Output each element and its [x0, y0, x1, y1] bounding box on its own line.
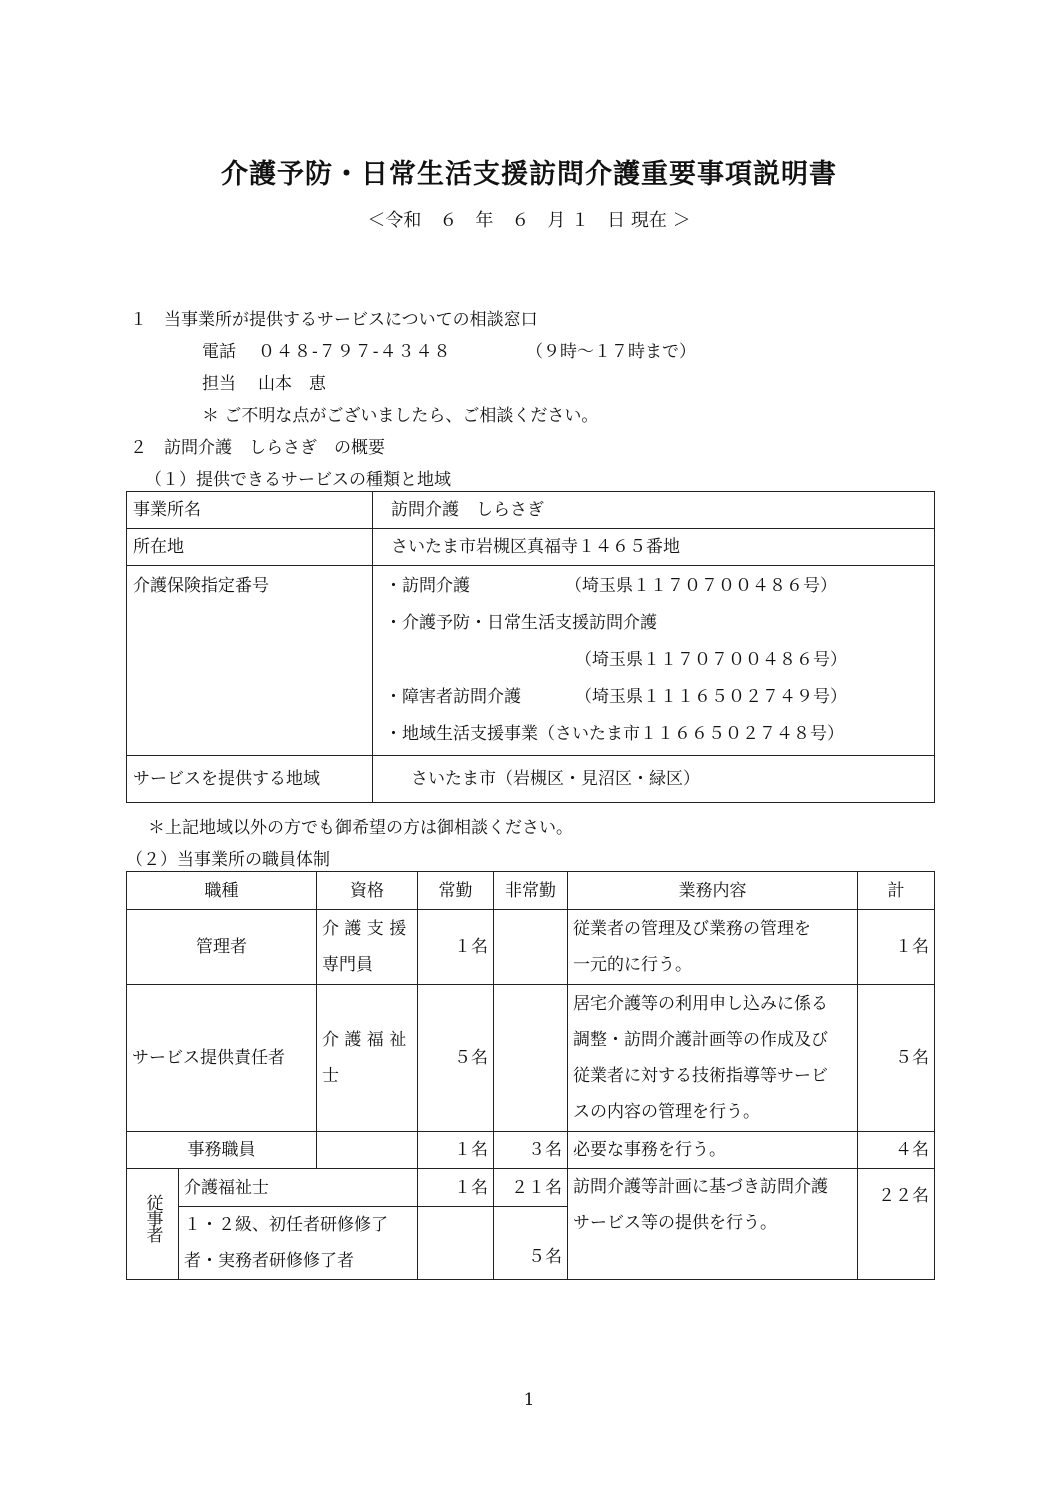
role-provider: サービス提供責任者	[127, 985, 317, 1132]
area-note: ＊上記地域以外の方でも御希望の方は御相談ください。	[148, 818, 573, 838]
service-info-table	[126, 491, 935, 803]
total-provider: ５名	[858, 985, 935, 1132]
office-name-label: 事業所名	[127, 492, 373, 529]
header-duties: 業務内容	[568, 872, 858, 910]
part-time-provider	[494, 985, 568, 1132]
full-time-manager: １名	[418, 910, 494, 985]
role-worker-care: 介護福祉士	[179, 1169, 418, 1207]
header-part-time: 非常勤	[494, 872, 568, 910]
section2-sub1: （１）提供できるサービスの種類と地域	[145, 470, 451, 490]
total-manager: １名	[858, 910, 935, 985]
phone-hours: （９時～１７時まで）	[526, 342, 696, 362]
staff-table	[126, 871, 935, 1280]
header-role: 職種	[127, 872, 317, 910]
duties-worker: 訪問介護等計画に基づき訪問介護 サービス等の提供を行う。	[568, 1169, 858, 1280]
header-total: 計	[858, 872, 935, 910]
total-worker: ２２名	[858, 1169, 935, 1280]
phone-number: ０４８-７９７-４３４８	[258, 342, 452, 362]
part-time-office: ３名	[494, 1132, 568, 1169]
header-full-time: 常勤	[418, 872, 494, 910]
full-time-worker-care: １名	[418, 1169, 494, 1207]
role-manager: 管理者	[127, 910, 317, 985]
section1-note: ＊ ご不明な点がございましたら、ご相談ください。	[202, 406, 599, 426]
duties-provider: 居宅介護等の利用申し込みに係る 調整・訪問介護計画等の作成及び 従業者に対する技術指導等サービ スの内容の管理を行う。	[568, 985, 858, 1132]
full-time-office: １名	[418, 1132, 494, 1169]
table-header-row	[127, 872, 935, 910]
service-area-value: さいたま市（岩槻区・見沼区・緑区）	[373, 756, 935, 803]
table-row	[127, 1132, 935, 1169]
document-title: 介護予防・日常生活支援訪問介護重要事項説明書	[221, 159, 837, 190]
role-worker-trained: １・２級、初任者研修修了 者・実務者研修修了者	[179, 1207, 418, 1280]
designation-line: ・障害者訪問介護 （埼玉県１１１６５０２７４９号）	[385, 687, 847, 707]
designation-label: 介護保険指定番号	[127, 566, 373, 756]
table-row	[127, 756, 935, 803]
table-row	[127, 985, 935, 1132]
contact-label: 担当	[202, 374, 236, 394]
worker-group-label: 従事者	[127, 1169, 179, 1280]
duties-manager: 従業者の管理及び業務の管理を 一元的に行う。	[568, 910, 858, 985]
designation-line: ・訪問介護 （埼玉県１１７０７００４８６号）	[385, 576, 837, 596]
part-time-worker-care: ２１名	[494, 1169, 568, 1207]
part-time-worker-trained: ５名	[494, 1207, 568, 1280]
section2-heading: ２ 訪問介護 しらさぎ の概要	[130, 438, 385, 458]
contact-name: 山本 恵	[258, 374, 326, 394]
office-name-value: 訪問介護 しらさぎ	[373, 492, 935, 529]
table-row	[127, 566, 935, 756]
full-time-provider: ５名	[418, 985, 494, 1132]
designation-line: ・地域生活支援事業（さいたま市１１６６５０２７４８号）	[385, 724, 844, 744]
qualification-office	[317, 1132, 418, 1169]
total-office: ４名	[858, 1132, 935, 1169]
table-row	[127, 529, 935, 566]
table-row	[127, 910, 935, 985]
designation-list	[373, 566, 935, 756]
address-label: 所在地	[127, 529, 373, 566]
designation-line: （埼玉県１１７０７００４８６号）	[575, 650, 847, 670]
section1-heading: １ 当事業所が提供するサービスについての相談窓口	[130, 310, 538, 330]
role-office: 事務職員	[127, 1132, 317, 1169]
duties-office: 必要な事務を行う。	[568, 1132, 858, 1169]
designation-line: ・介護予防・日常生活支援訪問介護	[385, 613, 657, 633]
part-time-manager	[494, 910, 568, 985]
document-date: ＜令和 ６ 年 ６ 月 １ 日 現在 ＞	[367, 210, 691, 231]
table-row	[127, 1169, 935, 1207]
address-value: さいたま市岩槻区真福寺１４６５番地	[373, 529, 935, 566]
page-number: 1	[523, 1390, 535, 1410]
qualification-manager: 介 護 支 援 専門員	[317, 910, 418, 985]
full-time-worker-trained	[418, 1207, 494, 1280]
header-qualification: 資格	[317, 872, 418, 910]
table-row	[127, 492, 935, 529]
phone-label: 電話	[202, 342, 236, 362]
section2-sub2: （２）当事業所の職員体制	[126, 850, 330, 870]
qualification-provider: 介 護 福 祉 士	[317, 985, 418, 1132]
service-area-label: サービスを提供する地域	[127, 756, 373, 803]
